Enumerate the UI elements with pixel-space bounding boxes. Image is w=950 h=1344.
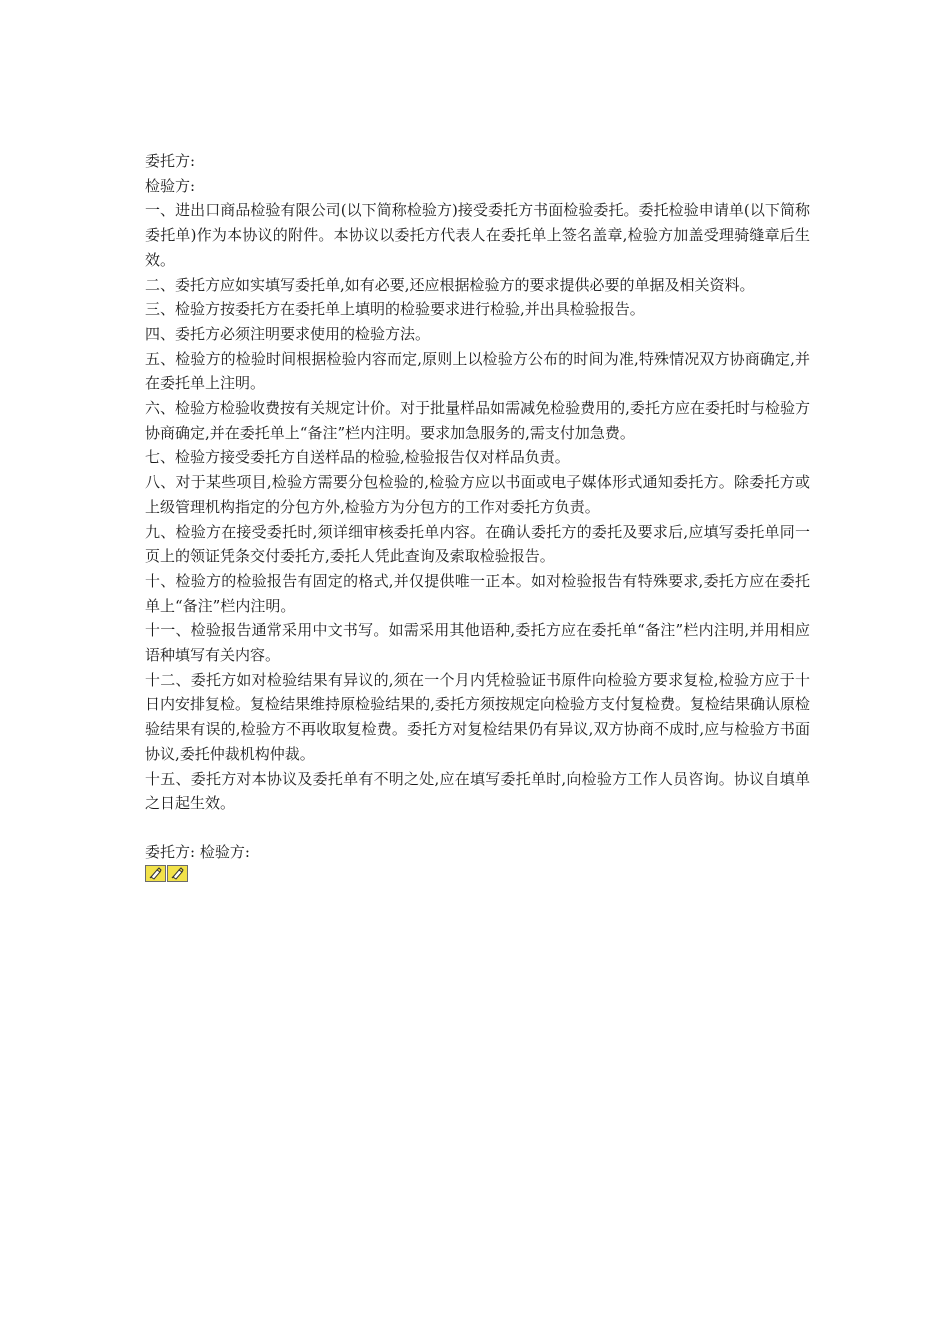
seal-placeholder-icon[interactable] — [145, 865, 166, 882]
agreement-document — [145, 149, 810, 882]
clause-5: 五、检验方的检验时间根据检验内容而定,原则上以检验方公布的时间为准,特殊情况双方协商确定,并在委托单上注明。 — [145, 349, 810, 393]
seal-icons — [145, 865, 810, 882]
signature-line: 委托方: 检验方: — [145, 842, 250, 861]
client-label: 委托方: — [145, 152, 196, 170]
inspector-label: 检验方: — [145, 176, 196, 195]
clause-4: 四、委托方必须注明要求使用的检验方法。 — [145, 324, 431, 343]
clause-1: 一、进出口商品检验有限公司(以下简称检验方)接受委托方书面检验委托。委托检验申请单(以下简称委托单)作为本协议的附件。本协议以委托方代表人在委托单上签名盖章,检验方加盖受理骑缝章后生效。 — [145, 201, 810, 269]
clause-15: 十五、委托方对本协议及委托单有不明之处,应在填写委托单时,向检验方工作人员咨询。协议自填单之日起生效。 — [145, 769, 810, 813]
signature-block — [145, 840, 810, 882]
clause-7: 七、检验方接受委托方自送样品的检验,检验报告仅对样品负责。 — [145, 448, 570, 467]
clause-12: 十二、委托方如对检验结果有异议的,须在一个月内凭检验证书原件向检验方要求复检,检验方应于十日内安排复检。复检结果维持原检验结果的,委托方须按规定向检验方支付复检费。复检结果确认原检验结果有误的,检验方不再收取复检费。委托方对复检结果仍有异议,双方协商不成时,应与检验方书面协议,委托仲裁机构仲裁。 — [145, 670, 810, 763]
clause-11: 十一、检验报告通常采用中文书写。如需采用其他语种,委托方应在委托单“备注”栏内注明,并用相应语种填写有关内容。 — [145, 621, 810, 665]
seal-placeholder-icon[interactable] — [167, 865, 188, 882]
clause-10: 十、检验方的检验报告有固定的格式,并仅提供唯一正本。如对检验报告有特殊要求,委托方应在委托单上“备注”栏内注明。 — [145, 571, 810, 615]
clause-3: 三、检验方按委托方在委托单上填明的检验要求进行检验,并出具检验报告。 — [145, 300, 645, 319]
clause-9: 九、检验方在接受委托时,须详细审核委托单内容。在确认委托方的委托及要求后,应填写委托单同一页上的领证凭条交付委托方,委托人凭此查询及索取检验报告。 — [145, 522, 810, 566]
clause-2: 二、委托方应如实填写委托单,如有必要,还应根据检验方的要求提供必要的单据及相关资料。 — [145, 275, 755, 294]
seal-placeholder-icon-glyph — [170, 867, 185, 880]
seal-placeholder-icon-glyph — [148, 867, 163, 880]
clause-8: 八、对于某些项目,检验方需要分包检验的,检验方应以书面或电子媒体形式通知委托方。除委托方或上级管理机构指定的分包方外,检验方为分包方的工作对委托方负责。 — [145, 473, 810, 516]
clause-6: 六、检验方检验收费按有关规定计价。对于批量样品如需减免检验费用的,委托方应在委托时与检验方协商确定,并在委托单上“备注”栏内注明。要求加急服务的,需支付加急费。 — [145, 399, 810, 442]
